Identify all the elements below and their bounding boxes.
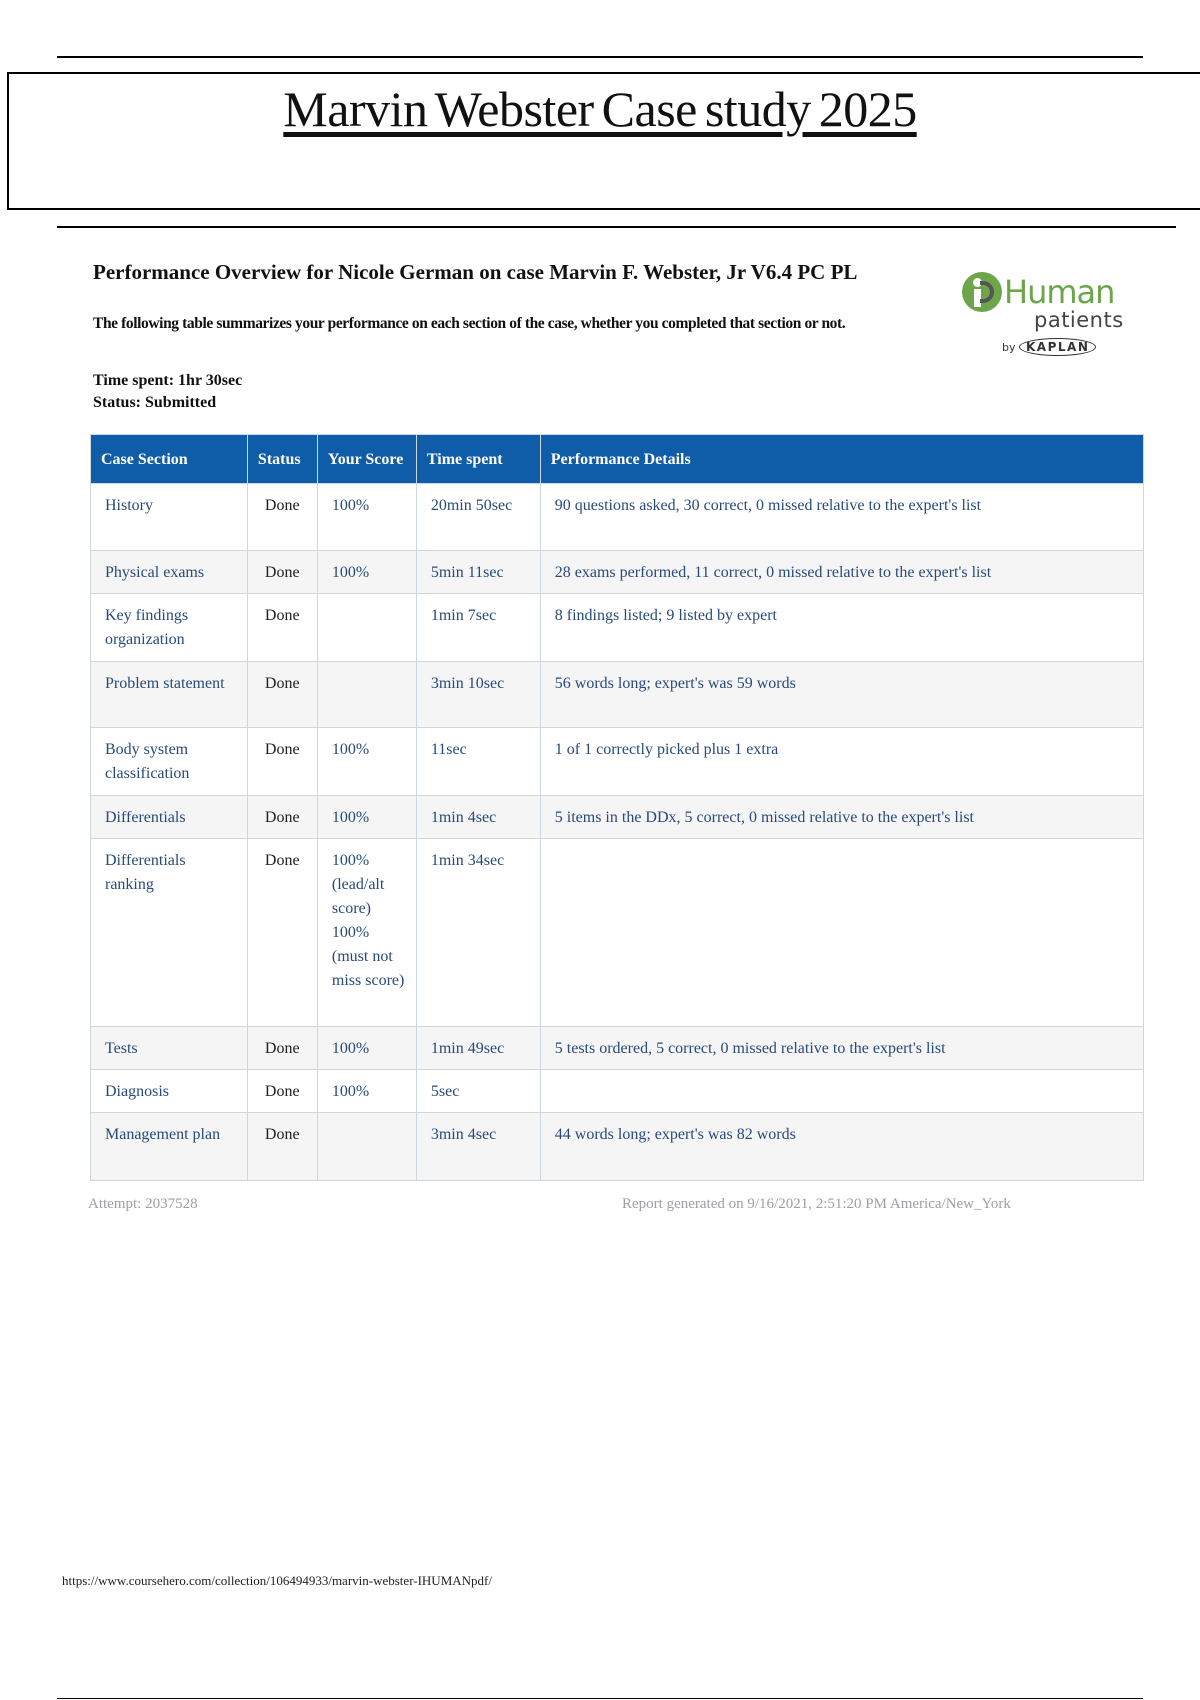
row-status: Done <box>247 728 317 796</box>
row-details: 5 tests ordered, 5 correct, 0 missed relative to the expert's list <box>540 1027 1143 1070</box>
row-time: 1min 34sec <box>416 839 540 1027</box>
row-score <box>317 662 416 728</box>
table-header-row <box>91 435 1144 484</box>
row-time: 20min 50sec <box>416 484 540 551</box>
row-details <box>540 839 1143 1027</box>
row-time: 5sec <box>416 1070 540 1113</box>
row-status: Done <box>247 484 317 551</box>
header-your-score: Your Score <box>317 435 416 484</box>
row-time: 1min 7sec <box>416 594 540 662</box>
table-row <box>91 662 1144 728</box>
row-status: Done <box>247 1113 317 1181</box>
time-spent: Time spent: 1hr 30sec <box>93 372 243 389</box>
logo-word-patients: patients <box>1034 308 1124 332</box>
table-row <box>91 728 1144 796</box>
row-score: 100% <box>317 1070 416 1113</box>
row-section: Management plan <box>91 1113 248 1181</box>
table-row <box>91 1113 1144 1181</box>
row-details: 56 words long; expert's was 59 words <box>540 662 1143 728</box>
report-generated: Report generated on 9/16/2021, 2:51:20 PM America/New_York <box>622 1196 1011 1212</box>
row-section: Body system classification <box>91 728 248 796</box>
row-status: Done <box>247 662 317 728</box>
row-details: 8 findings listed; 9 listed by expert <box>540 594 1143 662</box>
row-section: History <box>91 484 248 551</box>
header-status: Status <box>247 435 317 484</box>
table-row <box>91 839 1144 1027</box>
row-section: Problem statement <box>91 662 248 728</box>
ihuman-logo <box>962 272 1132 372</box>
row-status: Done <box>247 1070 317 1113</box>
logo-by-label: by <box>1002 341 1016 354</box>
row-status: Done <box>247 839 317 1027</box>
row-status: Done <box>247 551 317 594</box>
bottom-rule <box>57 1698 1143 1699</box>
row-section: Physical exams <box>91 551 248 594</box>
row-details <box>540 1070 1143 1113</box>
row-details: 1 of 1 correctly picked plus 1 extra <box>540 728 1143 796</box>
row-time: 3min 10sec <box>416 662 540 728</box>
table-row <box>91 796 1144 839</box>
row-status: Done <box>247 796 317 839</box>
row-score: 100% <box>317 1027 416 1070</box>
logo-kaplan: KAPLAN <box>1019 338 1096 356</box>
table-row <box>91 594 1144 662</box>
row-section: Differentials ranking <box>91 839 248 1027</box>
row-score: 100% <box>317 551 416 594</box>
table-row <box>91 551 1144 594</box>
logo-by-kaplan <box>1002 340 1132 354</box>
header-time-spent: Time spent <box>416 435 540 484</box>
row-details: 90 questions asked, 30 correct, 0 missed relative to the expert's list <box>540 484 1143 551</box>
intro-text: The following table summarizes your performance on each section of the case, whether you completed that section or not. <box>93 315 846 332</box>
document-title: Marvin Webster Case study 2025 <box>283 81 917 137</box>
row-time: 5min 11sec <box>416 551 540 594</box>
row-time: 3min 4sec <box>416 1113 540 1181</box>
performance-table <box>90 434 1144 1181</box>
row-score: 100% <box>317 796 416 839</box>
row-time: 11sec <box>416 728 540 796</box>
row-section: Tests <box>91 1027 248 1070</box>
row-details: 28 exams performed, 11 correct, 0 missed relative to the expert's list <box>540 551 1143 594</box>
submission-status: Status: Submitted <box>93 394 217 411</box>
attempt-id: Attempt: 2037528 <box>88 1196 198 1212</box>
table-row <box>91 484 1144 551</box>
row-details: 5 items in the DDx, 5 correct, 0 missed relative to the expert's list <box>540 796 1143 839</box>
row-score <box>317 594 416 662</box>
row-section: Key findings organization <box>91 594 248 662</box>
header-case-section: Case Section <box>91 435 248 484</box>
header-performance-details: Performance Details <box>540 435 1143 484</box>
row-score: 100% <box>317 728 416 796</box>
title-bottom-rule <box>57 226 1176 228</box>
table-row <box>91 1027 1144 1070</box>
row-details: 44 words long; expert's was 82 words <box>540 1113 1143 1181</box>
row-section: Differentials <box>91 796 248 839</box>
ihuman-logo-icon <box>962 272 1002 312</box>
row-score <box>317 1113 416 1181</box>
source-url: https://www.coursehero.com/collection/106494933/marvin-webster-IHUMANpdf/ <box>62 1573 492 1588</box>
performance-heading: Performance Overview for Nicole German on case Marvin F. Webster, Jr V6.4 PC PL <box>93 260 858 284</box>
row-section: Diagnosis <box>91 1070 248 1113</box>
row-status: Done <box>247 1027 317 1070</box>
row-status: Done <box>247 594 317 662</box>
row-score: 100% <box>317 484 416 551</box>
row-time: 1min 4sec <box>416 796 540 839</box>
top-rule <box>57 56 1143 58</box>
logo-word-human: Human <box>1004 273 1115 311</box>
row-score: 100% (lead/alt score) 100% (must not miss score) <box>317 839 416 1027</box>
table-row <box>91 1070 1144 1113</box>
row-time: 1min 49sec <box>416 1027 540 1070</box>
